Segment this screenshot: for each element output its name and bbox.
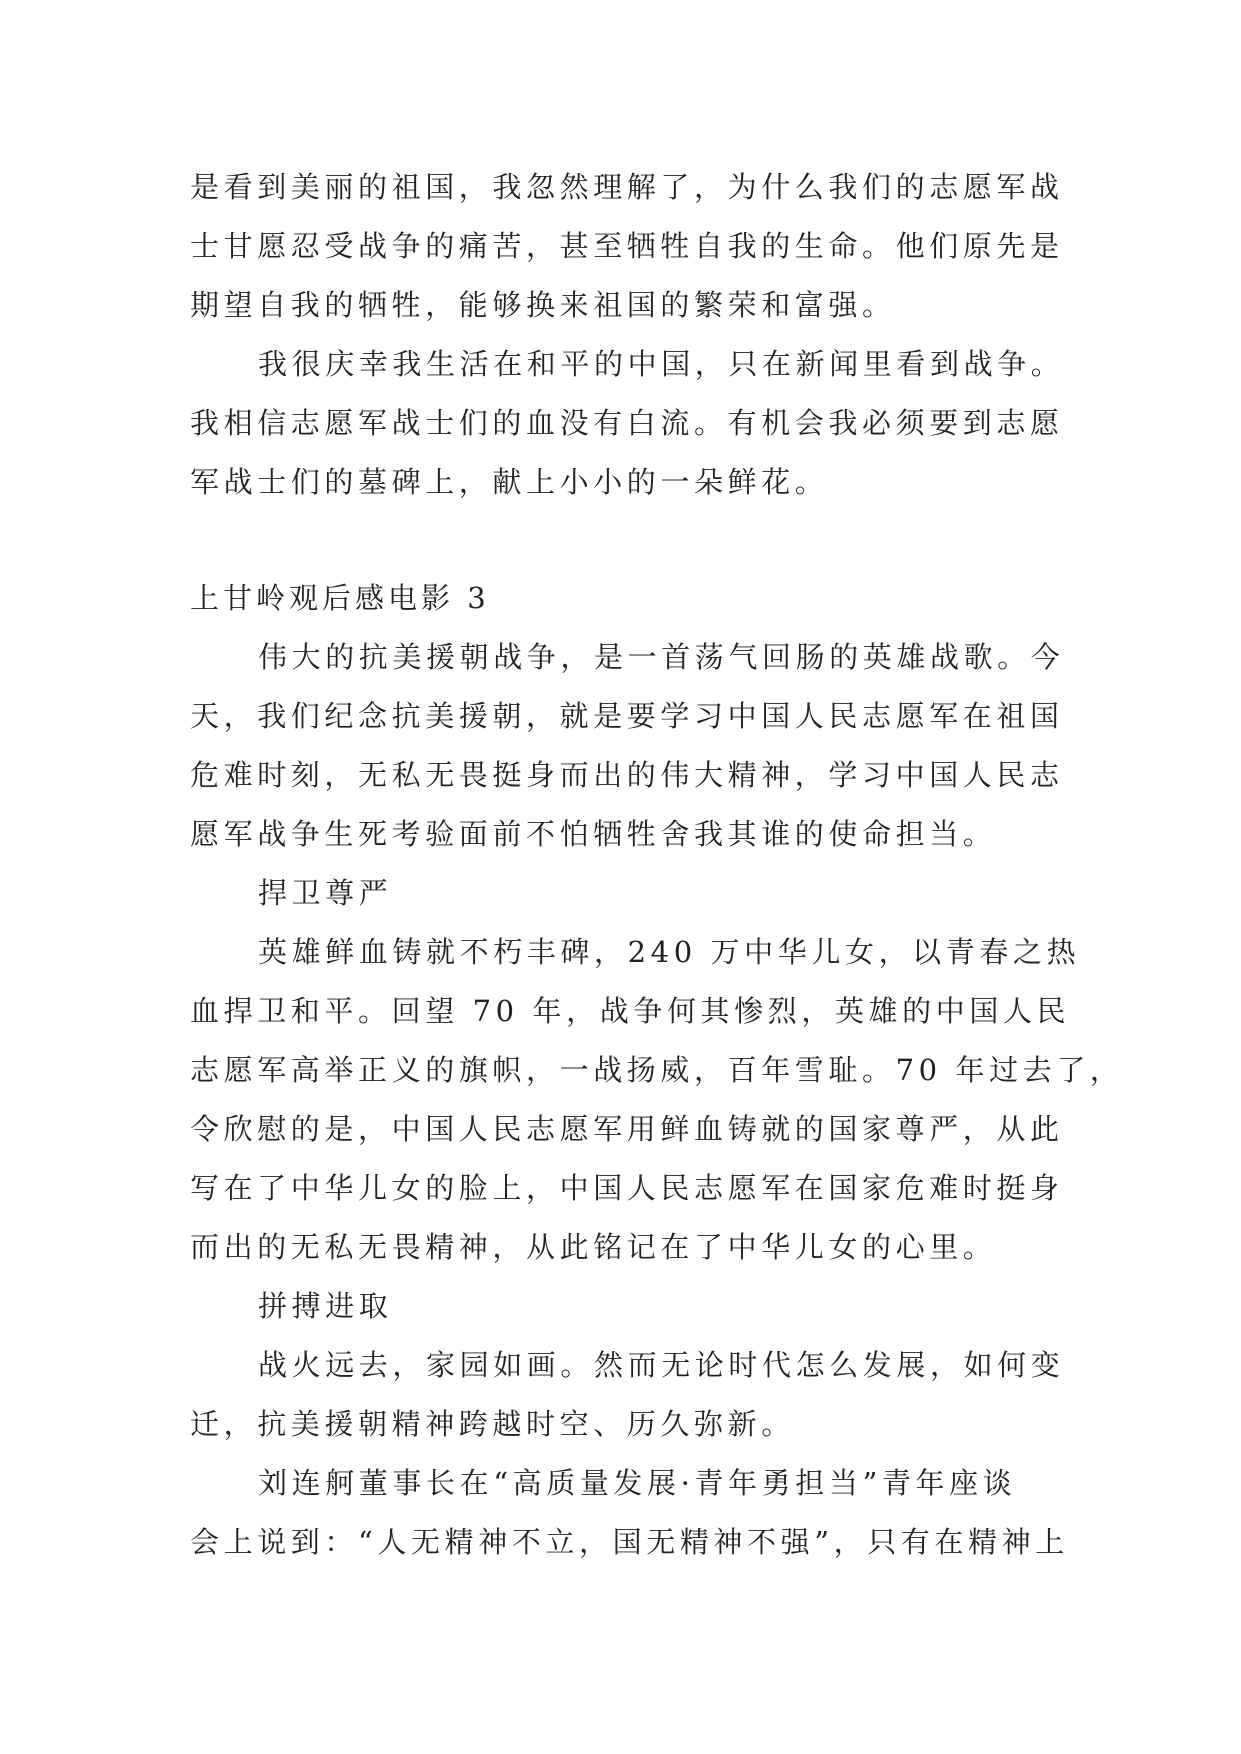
text-line: 期望自我的牺牲，能够换来祖国的繁荣和富强。 [190,288,896,322]
text-line: 迁，抗美援朝精神跨越时空、历久弥新。 [190,1407,795,1441]
text-line: 写在了中华儿女的脸上，中国人民志愿军在国家危难时挺身 [190,1171,1064,1205]
text-line: 伟大的抗美援朝战争，是一首荡气回肠的英雄战歌。今 [258,640,1065,674]
text-line: 我很庆幸我生活在和平的中国，只在新闻里看到战争。 [258,347,1065,381]
bottom-text-block [190,628,1124,1572]
paragraph [190,1336,1065,1454]
text-line: 会上说到：“人无精神不立，国无精神不强”，只有在精神上 [190,1525,1069,1559]
text-line: 危难时刻，无私无畏挺身而出的伟大精神，学习中国人民志 [190,758,1064,792]
text-line: 刘连舸董事长在“高质量发展·青年勇担当”青年座谈 [258,1466,1017,1500]
text-line: 令欣慰的是，中国人民志愿军用鲜血铸就的国家尊严，从此 [190,1112,1064,1146]
paragraph [190,1454,1069,1572]
top-text-block [190,158,1065,512]
paragraph [190,628,1065,864]
text-line: 血捍卫和平。回望 70 年，战争何其惨烈，英雄的中国人民 [190,994,1071,1028]
text-line: 战火远去，家园如画。然而无论时代怎么发展，如何变 [258,1348,1065,1382]
paragraph [190,158,1064,335]
subheading-text: 捍卫尊严 [258,876,393,910]
text-line: 而出的无私无畏精神，从此铭记在了中华儿女的心里。 [190,1230,997,1264]
section-title: 上甘岭观后感电影 3 [190,581,490,615]
text-line: 志愿军高举正义的旗帜，一战扬威，百年雪耻。70 年过去了， [190,1053,1124,1087]
section-title-block [190,569,1060,628]
paragraph [190,335,1065,512]
text-line: 军战士们的墓碑上，献上小小的一朵鲜花。 [190,465,829,499]
paragraph [190,923,1124,1277]
text-line: 天，我们纪念抗美援朝，就是要学习中国人民志愿军在祖国 [190,699,1064,733]
subheading [190,864,1060,923]
subheading-text: 拼搏进取 [258,1289,393,1323]
subheading [190,1277,1060,1336]
text-line: 士甘愿忍受战争的痛苦，甚至牺牲自我的生命。他们原先是 [190,229,1064,263]
text-line: 我相信志愿军战士们的血没有白流。有机会我必须要到志愿 [190,406,1064,440]
text-line: 是看到美丽的祖国，我忽然理解了，为什么我们的志愿军战 [190,170,1064,204]
text-line: 愿军战争生死考验面前不怕牺牲舍我其谁的使命担当。 [190,817,997,851]
text-line: 英雄鲜血铸就不朽丰碑，240 万中华儿女，以青春之热 [258,935,1081,969]
